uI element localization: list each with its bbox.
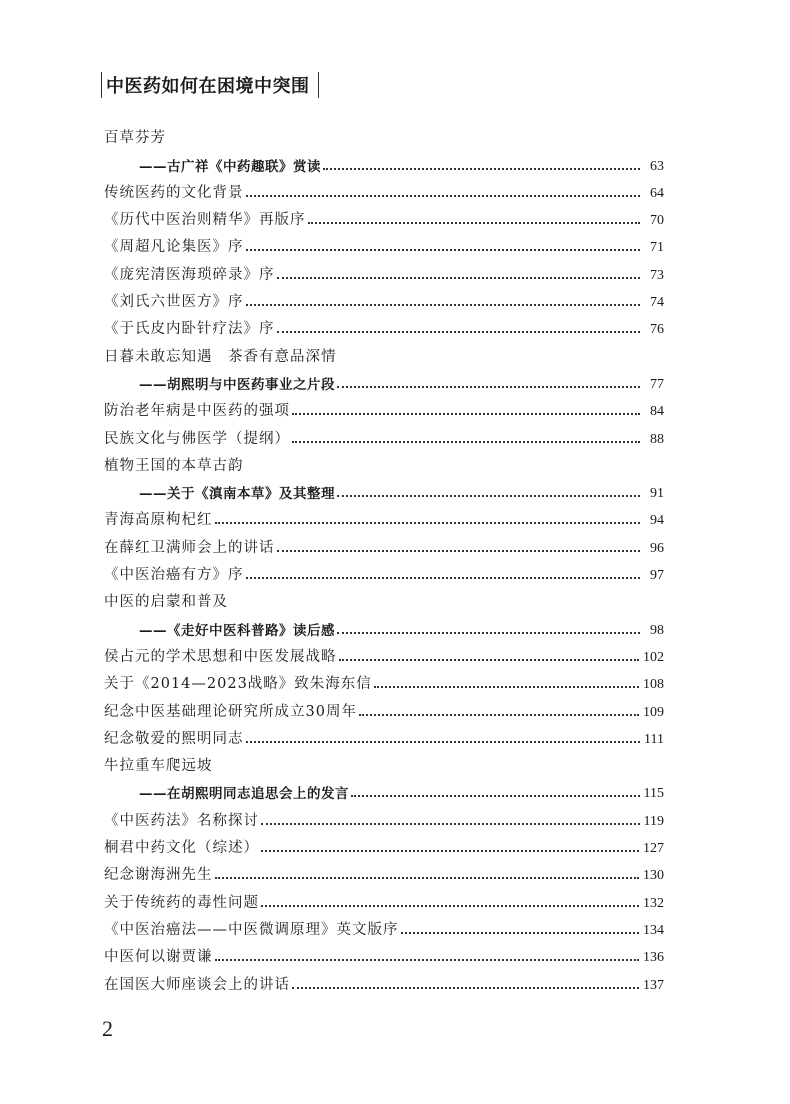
toc-entry[interactable] [104,420,664,447]
toc-entry-title: 《于氏皮内卧针疗法》序 [104,321,275,338]
toc-entry[interactable] [104,366,664,393]
toc-entry-page: 132 [643,895,664,911]
toc-entry[interactable] [104,966,664,993]
toc-entry[interactable] [104,284,664,311]
dot-leader [351,795,640,797]
dot-leader [246,304,641,306]
toc-entry-page: 127 [643,841,664,857]
dot-leader [246,741,641,743]
toc-entry-page: 134 [643,922,664,938]
toc-entry[interactable] [104,802,664,829]
toc-entry-title: 《庞宪清医海琐碎录》序 [104,266,275,283]
dot-leader [308,222,641,224]
running-header [101,72,319,98]
toc-entry-title: 《周超凡论集医》序 [104,239,244,256]
toc-entry[interactable] [104,393,664,420]
toc-entry-title: ——在胡熙明同志追思会上的发言 [139,786,349,803]
toc-entry-page: 119 [643,813,664,829]
toc-entry-title: 纪念敬爱的熙明同志 [104,730,244,747]
toc-entry-page: 111 [644,731,664,747]
toc-entry[interactable] [104,748,664,775]
toc-entry-title: 桐君中药文化（综述） [104,840,259,857]
dot-leader [337,386,640,388]
dot-leader [215,877,640,879]
dot-leader [246,195,641,197]
toc-entry[interactable] [104,830,664,857]
toc-entry-title: 在薛红卫满师会上的讲话 [104,539,275,556]
toc-entry-title: 传统医药的文化背景 [104,184,244,201]
toc-entry-page: 77 [650,376,664,392]
toc-entry-title: 关于《2014—2023战略》致朱海东信 [104,676,372,693]
dot-leader [337,495,640,497]
page-number: 2 [102,1016,113,1041]
toc-entry-page: 71 [650,240,664,256]
toc-entry-page: 63 [650,158,664,174]
toc-entry[interactable] [104,775,664,802]
toc-entry[interactable] [104,857,664,884]
toc-entry[interactable] [104,338,664,365]
toc-entry[interactable] [104,611,664,638]
toc-entry-page: 137 [643,977,664,993]
dot-leader [277,331,641,333]
toc-entry-page: 108 [643,677,664,693]
toc-entry[interactable] [104,502,664,529]
dot-leader [292,441,640,443]
dot-leader [339,659,640,661]
dot-leader [246,577,641,579]
toc-entry-page: 98 [650,622,664,638]
toc-entry-title: ——胡熙明与中医药事业之片段 [139,376,335,393]
toc-entry[interactable] [104,311,664,338]
toc-entry-page: 91 [650,486,664,502]
toc-entry[interactable] [104,557,664,584]
toc-entry[interactable] [104,256,664,283]
toc-entry-title: 中医何以谢贾谦 [104,949,213,966]
toc-entry-title: 侯占元的学术思想和中医发展战略 [104,648,337,665]
toc-entry-title: 牛拉重车爬远坡 [104,758,213,775]
toc-entry-title: 民族文化与佛医学（提纲） [104,430,290,447]
toc-entry[interactable] [104,639,664,666]
toc-entry[interactable] [104,939,664,966]
toc-entry-page: 136 [643,950,664,966]
toc-entry-page: 73 [650,267,664,283]
toc-entry-title: ——关于《滇南本草》及其整理 [139,486,335,503]
toc-entry-title: 青海高原枸杞红 [104,512,213,529]
dot-leader [359,714,639,716]
toc-entry-title: 《历代中医治则精华》再版序 [104,212,306,229]
toc-entry-page: 94 [650,513,664,529]
dot-leader [401,932,640,934]
toc-entry-title: 植物王国的本草古韵 [104,457,244,474]
toc-entry-title: 《中医药法》名称探讨 [104,812,259,829]
dot-leader [277,550,641,552]
toc-entry[interactable] [104,448,664,475]
toc-entry-page: 115 [643,786,664,802]
toc-entry-title: 防治老年病是中医药的强项 [104,403,290,420]
toc-entry[interactable] [104,202,664,229]
dot-leader [374,686,639,688]
toc-entry-title: 《刘氏六世医方》序 [104,294,244,311]
toc-entry[interactable] [104,584,664,611]
table-of-contents [104,120,664,994]
toc-entry-title: 纪念中医基础理论研究所成立30周年 [104,703,357,720]
dot-leader [292,987,639,989]
toc-entry-page: 97 [650,568,664,584]
toc-entry-page: 76 [650,322,664,338]
toc-entry[interactable] [104,721,664,748]
toc-entry[interactable] [104,912,664,939]
toc-entry-title: 《中医治癌法——中医微调原理》英文版序 [104,921,399,938]
toc-entry[interactable] [104,229,664,256]
toc-entry-page: 84 [650,404,664,420]
toc-entry-title: 百草芬芳 [104,130,166,147]
toc-entry-title: 纪念谢海洲先生 [104,867,213,884]
toc-entry-title: ——古广祥《中药趣联》赏读 [139,158,321,175]
toc-entry[interactable] [104,120,664,147]
toc-entry-page: 88 [650,431,664,447]
toc-entry[interactable] [104,693,664,720]
dot-leader [246,249,641,251]
toc-entry-page: 96 [650,540,664,556]
dot-leader [323,168,640,170]
dot-leader [261,823,640,825]
toc-entry-page: 74 [650,295,664,311]
dot-leader [215,959,640,961]
toc-entry-title: 《中医治癌有方》序 [104,567,244,584]
dot-leader [292,413,640,415]
toc-entry[interactable] [104,475,664,502]
dot-leader [261,850,639,852]
dot-leader [215,522,641,524]
toc-entry-title: 关于传统药的毒性问题 [104,894,259,911]
toc-entry-title: 在国医大师座谈会上的讲话 [104,976,290,993]
toc-entry[interactable] [104,529,664,556]
header-right-rule [318,72,319,98]
toc-entry-page: 102 [643,649,664,665]
dot-leader [337,632,640,634]
toc-entry[interactable] [104,147,664,174]
toc-entry[interactable] [104,666,664,693]
toc-entry[interactable] [104,175,664,202]
toc-entry-title: 日暮未敢忘知遇 茶香有意品深情 [104,348,337,365]
dot-leader [277,277,641,279]
toc-entry-page: 70 [650,213,664,229]
toc-entry-page: 130 [643,868,664,884]
toc-entry-page: 109 [643,704,664,720]
header-title: 中医药如何在困境中突围 [106,76,310,97]
toc-entry-title: 中医的启蒙和普及 [104,594,228,611]
toc-entry-title: ——《走好中医科普路》读后感 [139,622,335,639]
toc-entry-page: 64 [650,185,664,201]
toc-entry[interactable] [104,884,664,911]
dot-leader [261,905,639,907]
